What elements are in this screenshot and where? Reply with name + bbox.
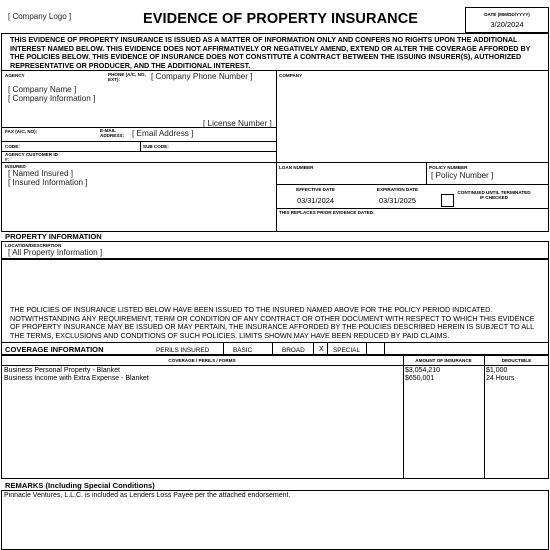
company-logo: [ Company Logo ] [8,12,72,21]
expiration-value: 03/31/2025 [379,196,416,205]
code-row [1,141,276,151]
perils-label: PERILS INSURED [156,347,210,354]
continued-label: CONTINUED UNTIL TERMINATED IF CHECKED [457,190,531,200]
company-label: COMPANY [279,73,303,78]
expiration-label: EXPIRATION DATE [376,187,419,192]
insured-label: INSURED [5,164,26,169]
row-coverage: Business Income with Extra Expense - Blanket [4,375,149,382]
continued-checkbox[interactable] [441,194,454,207]
peril-broad: BROAD [282,347,305,354]
phone-value: [ Company Phone Number ] [151,72,253,81]
subcode-label: SUB CODE: [143,144,169,149]
code-divider [140,141,141,151]
perils-divider-4 [327,343,328,355]
date-box [465,7,549,33]
date-label: DATE (MM/DD/YYYY) [484,12,530,17]
policies-statement-box [1,259,549,343]
company-block [276,71,549,163]
coverage-title: COVERAGE INFORMATION [5,345,104,354]
location-label: LOCATION/DESCRIPTION [5,243,62,248]
remarks-title: REMARKS (Including Special Conditions) [5,481,155,490]
email-label: E-MAIL ADDRESS: [100,128,124,138]
policy-divider [426,163,427,184]
agency-name: [ Company Name ] [8,85,77,94]
code-label: CODE: [5,144,20,149]
perils-divider-1 [223,343,224,355]
policy-label: POLICY NUMBER [429,165,468,170]
policy-value: [ Policy Number ] [431,171,494,180]
form-title: EVIDENCE OF PROPERTY INSURANCE [143,11,419,27]
agency-info: [ Company Information ] [8,94,96,103]
disclaimer-text: THIS EVIDENCE OF PROPERTY INSURANCE IS ISSUED AS A MATTER OF INFORMATION ONLY AND CONFERS NO RIGHTS UPON THE ADDITIONAL INTEREST NAMED BELOW. THIS EVIDENCE DOES NOT AFFIRMATIVELY OR NEGATIVELY AMEND, EXTEND OR ALTER THE COVERAGE AFFORDED BY THE POLICIES BELOW. THIS EVIDENCE OF INSURANCE DOES NOT CONSTITUTE A CONTRACT BETWEEN THE ISSUING INSURER(S), AUTHORIZED REPRESENTATIVE OR PRODUCER, AND THE ADDITIONAL INTEREST. [10,35,531,70]
coverage-row [1,375,549,383]
customer-id-label: AGENCY CUSTOMER ID #: [5,152,58,162]
perils-divider-2 [272,343,273,355]
remarks-text: Pinnacle Ventures, L.L.C. is included as Lenders Loss Payee per the attached endorsement. [4,492,291,499]
coverage-row [1,367,549,375]
row-amount: $3,054,210 [405,367,441,374]
email-value[interactable]: [ Email Address ] [132,129,194,138]
perils-divider-6 [384,343,385,355]
row-coverage: Business Personal Property - Blanket [4,367,120,374]
insured-info: [ Insured Information ] [8,178,88,187]
replaces-label: THIS REPLACES PRIOR EVIDENCE DATED: [279,210,375,215]
row-deductible: 24 Hours [486,375,515,382]
date-value: 3/20/2024 [490,20,524,29]
special-checkbox[interactable]: X [319,346,324,353]
col-deductible: DEDUCTIBLE [501,358,532,363]
insured-name: [ Named Insured ] [8,169,74,178]
peril-special: SPECIAL [333,347,360,354]
location-value: [ All Property Information ] [8,248,103,257]
loan-label: LOAN NUMBER [279,165,314,170]
phone-label: PHONE (A/C, NO, EXT): [108,72,146,82]
col-amount: AMOUNT OF INSURANCE [415,358,472,363]
effective-value: 03/31/2024 [297,196,334,205]
peril-basic: BASIC [233,347,253,354]
disclaimer-box [1,33,549,71]
license-number: [ License Number ] [203,119,272,128]
col-coverage: COVERAGE / PERILS / FORMS [168,358,236,363]
row-amount: $650,001 [405,375,435,382]
policies-statement: THE POLICIES OF INSURANCE LISTED BELOW HAVE BEEN ISSUED TO THE INSURED NAMED ABOVE FOR THE POLICY PERIOD INDICATED. NOTWITHSTANDING ANY REQUIREMENT, TERM OR CONDITION OF ANY CONTRACT OR OTHER DOCUMENT WITH RESPECT TO WHICH THIS EVIDENCE OF PROPERTY INSURANCE MAY BE ISSUED OR MAY PERTAIN, THE INSURANCE AFFORDED BY THE POLICIES DESCRIBED HEREIN IS SUBJECT TO ALL THE TERMS, EXCLUSIONS AND CONDITIONS OF SUCH POLICIES. LIMITS SHOWN MAY HAVE BEEN REDUCED BY PAID CLAIMS. [10,305,535,341]
perils-divider-3 [313,343,314,355]
row-deductible: $1,000 [486,367,508,374]
property-title: PROPERTY INFORMATION [5,232,102,241]
agency-label: AGENCY [5,73,25,78]
perils-divider-5 [366,343,367,355]
fax-label: FAX (A/C, NO): [5,129,38,134]
effective-label: EFFECTIVE DATE [296,187,335,192]
